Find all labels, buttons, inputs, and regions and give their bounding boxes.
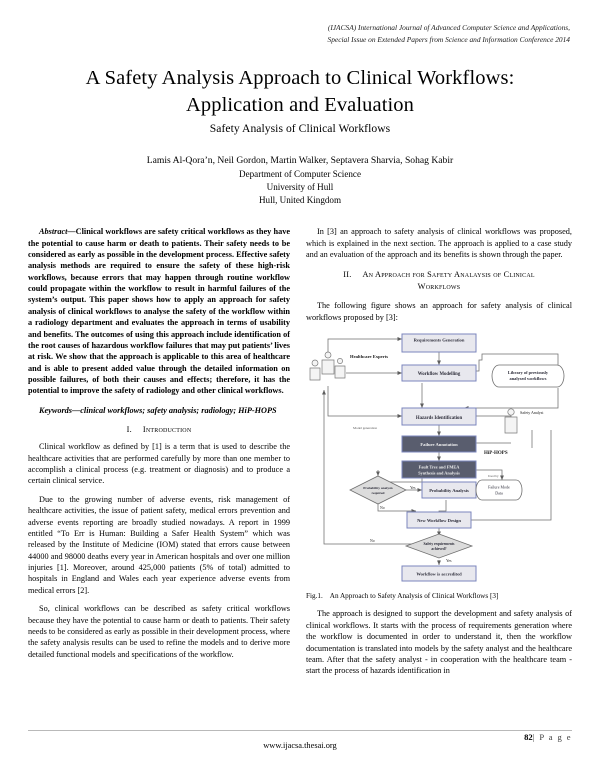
figure-caption-label: Fig.1. (306, 592, 323, 601)
node-label: Failure Annotation (420, 442, 458, 448)
node-label: Data (495, 490, 503, 496)
accredited-node-group (306, 560, 572, 584)
keywords-body: clinical workflows; safety analysis; radiology; HiP-HOPS (80, 405, 277, 415)
diagram-connectors-plain (502, 430, 532, 482)
node-label: achieved? (431, 547, 447, 552)
section-number-2: II. (343, 270, 352, 280)
intro-paragraph-1: Clinical workflow as defined by [1] is a term that is used to describe the healthcare activities that are performed carefully by more than one member to accomplish a clinical process (e.g. treatment or diagnosis) and to produce a certain clinical service. (28, 442, 290, 486)
node-label: Hazards Identification (415, 416, 463, 422)
node-requirements-generation (402, 334, 476, 352)
abstract-label: Abstract— (39, 227, 76, 237)
node-label: Workflow Modelling (417, 372, 461, 378)
author-university: University of Hull (266, 182, 334, 193)
approach-flow-diagram (306, 330, 572, 562)
node-label: Probability Analysis (429, 488, 469, 494)
label-no-2: No (370, 539, 375, 544)
figure-caption-text: An Approach to Safety Analysis of Clinical Workflows [3] (329, 592, 499, 601)
footer-page-number (524, 732, 572, 742)
right-bottom-paragraph: The approach is designed to support the development and safety analysis of clinical workflows. It starts with the process of requirements generation where the workflow is documented in order to understand it, then the workflow documentation is translated into models by the safety analyst and the healthcare team. After that the safety analyst - in cooperation with the healthcare team - start the process of hazards identification in (306, 609, 572, 676)
title-line-2: Application and Evaluation (185, 94, 415, 117)
title-block (28, 65, 572, 135)
right-top-paragraph: In [3] an approach to safety analysis of clinical workflows was proposed, which is explained in the next section. The approach is applied to a case study and an evaluation of the approach and its benefits is shown through the paper. (306, 227, 572, 259)
node-workflow-modelling (402, 365, 476, 381)
footer-url: www.ijacsa.thesai.org (263, 741, 337, 750)
section-title-1: Introduction (142, 425, 192, 435)
running-head-line-1: (IJACSA) International Journal of Advanced Computer Science and Applications, (327, 23, 570, 32)
label-healthcare-experts: Healthcare Experts (350, 354, 389, 360)
page-subtitle: Safety Analysis of Clinical Workflows (209, 122, 391, 136)
page-number-value: 82 (524, 732, 533, 742)
node-label: Workflow is accredited (416, 571, 462, 577)
author-department: Department of Computer Science (239, 169, 361, 180)
node-workflow-accredited (402, 566, 476, 581)
section-heading-approach (306, 269, 572, 293)
node-label: Synthesis and Analysis (418, 470, 460, 476)
abstract-body: Clinical workflows are safety critical workflows as they have the potential to cause harm or death to patients. Their safety needs to be considered as early as possible in the development process. Effective safety analysis methods are required to ensure the safety of these high-risk workflows, because errors that may happen through routine workflow could propagate within the workflow to result in harmful failures of the system’s output. This paper shows how to apply an approach for safety analysis of clinical workflows to analyse the safety of the workflow within a radiology department and evaluates the approach in terms of usability and benefits. The outcomes of using this approach include identification of the root causes of hazardous workflow failures that may put patients’ lives at risk. We show that the approach is applicable to this area of healthcare and is able to present added value through the detailed information on possible failures, of both their causes and effects; therefore, it has the potential to improve the safety of radiology and other clinical workflows. (28, 227, 290, 396)
section-title-2-line-2: Workflows (417, 282, 461, 292)
node-label: analysed workflows (509, 376, 547, 382)
right-column (306, 226, 572, 684)
keywords-paragraph (28, 405, 290, 417)
label-model-generation: Model generation (353, 426, 378, 431)
section-title-2-line-1: An Approach for Safety Analaysis of Clinical (362, 270, 535, 280)
node-probability-decision (350, 476, 406, 504)
body-columns (28, 226, 572, 684)
figure-1 (306, 330, 572, 601)
label-safety-analyst: Safety Analyst (520, 410, 544, 416)
node-label: Requirements Generation (413, 337, 465, 343)
title-line-1: A Safety Analysis Approach to Clinical Workflows: (85, 66, 515, 89)
page-title (28, 65, 572, 119)
node-probability-analysis (422, 482, 476, 498)
running-head-line-2: Special Issue on Extended Papers from Science and Information Conference 2014 (327, 34, 570, 44)
node-label: Probability analysis (363, 486, 393, 491)
footer-divider (28, 730, 572, 731)
intro-paragraph-2: Due to the growing number of adverse events, risk management of healthcare activities, the issue of patient safety, medical errors prevention and adverse events reporting are broadly studied nowadays. A report in 1999 entitled “To Err is Human: Building a Safer Health System” which was released by the Institute of Medicine (IOM) stated that errors cause between 44000 and 98000 deaths every year in American hospitals and over one million injuries [1]. Moreover, around 425,000 patients (5% of total) admitted to hospitals in England and Wales each year experience adverse events from medical errors [2]. (28, 494, 290, 595)
approach-intro-paragraph: The following figure shows an approach for safety analysis of clinical workflows proposed by [3]: (306, 301, 572, 322)
node-safety-decision (406, 534, 472, 558)
node-new-workflow-design (407, 512, 471, 528)
label-used-by: Used by (488, 474, 499, 479)
figure-caption (306, 592, 572, 601)
page-footer (28, 730, 572, 764)
node-label: Failure Mode (488, 484, 510, 490)
section-heading-introduction (28, 425, 290, 434)
node-label: Library of previously (507, 370, 549, 376)
node-failure-annotation (402, 436, 476, 452)
running-head (28, 22, 572, 46)
label-hiphops: HiP-HOPS (484, 451, 508, 457)
author-block (28, 154, 572, 207)
safety-analyst-icon (505, 409, 517, 433)
abstract-paragraph (28, 226, 290, 397)
keywords-label: Keywords— (39, 405, 81, 415)
left-column (28, 226, 290, 684)
node-label: Fault Tree and FMEA (418, 464, 460, 470)
label-no-1: No (380, 506, 385, 511)
node-label: New Workflow Design (417, 518, 461, 524)
node-label: required (371, 491, 385, 496)
intro-paragraph-3: So, clinical workflows can be described as safety critical workflows because they have the potential to cause harm or death to patients. Their safety needs to be considered as early as possible in their development process, where the safety analysis results can be used to refine the models and to derive more detailed functional models and specifications of the workflow. (28, 604, 290, 659)
label-yes-1: Yes (410, 486, 416, 491)
author-location: Hull, United Kingdom (258, 195, 342, 206)
page-word: | P a g e (532, 732, 572, 742)
node-library-of-workflows (492, 365, 564, 387)
node-failure-mode-data (476, 480, 522, 500)
label-yes-2: Yes (446, 559, 452, 563)
healthcare-experts-icon (310, 352, 345, 380)
author-names: Lamis Al-Qora’n, Neil Gordon, Martin Walker, Septavera Sharvia, Sohag Kabir (146, 155, 454, 167)
node-hazards-identification (402, 408, 476, 425)
section-number-1: I. (126, 425, 132, 435)
node-label: Safety requirements (423, 542, 455, 547)
node-fault-tree-fmea (402, 461, 476, 478)
